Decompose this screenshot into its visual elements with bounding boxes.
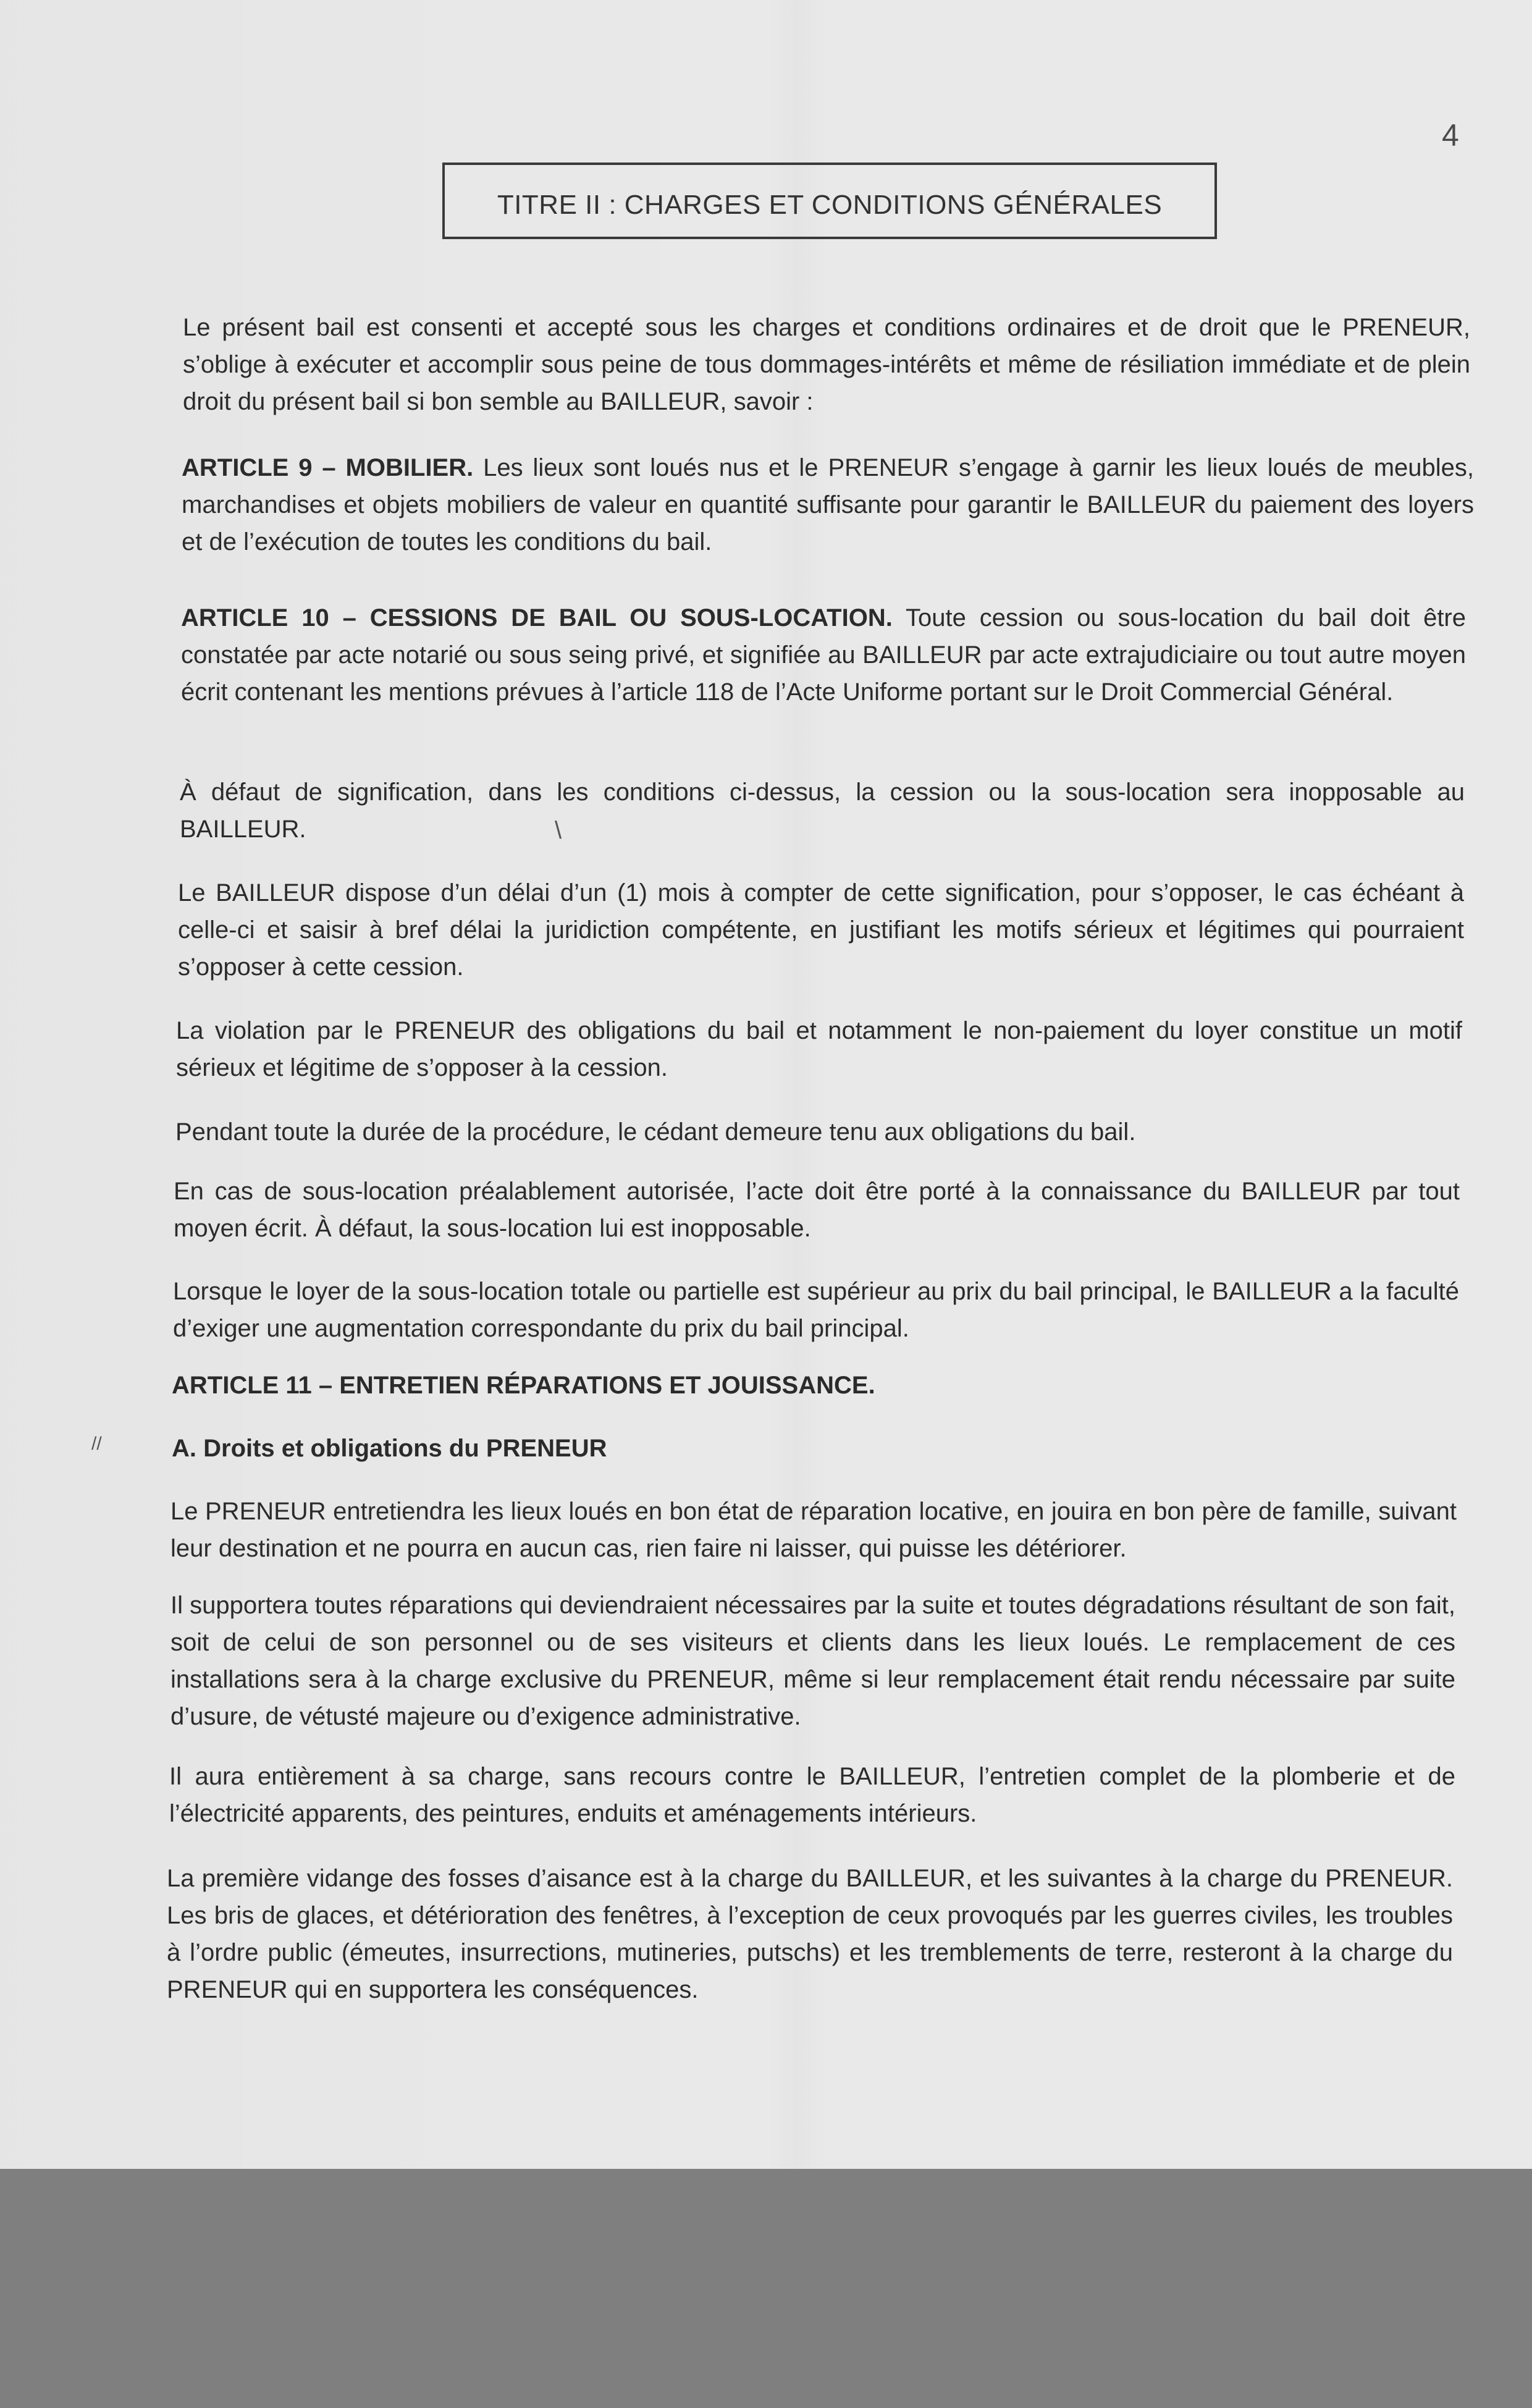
- margin-mark: //: [91, 1434, 102, 1454]
- article-10-paragraph: [181, 599, 1466, 711]
- article-10-paragraph-1: À défaut de signification, dans les conditions ci-dessus, la cession ou la sous-location sera inopposable au BAILLEUR.: [180, 779, 1465, 843]
- article-11-heading: ARTICLE 11 – ENTRETIEN RÉPARATIONS ET JOUISSANCE.: [172, 1372, 875, 1399]
- page-number: 4: [1442, 118, 1459, 153]
- page-title: TITRE II : CHARGES ET CONDITIONS GÉNÉRALES: [497, 190, 1163, 220]
- article-9-text: Les lieux sont loués nus et le PRENEUR s’engage à garnir les lieux loués de meubles, marchandises et objets mobiliers de valeur en quantité suffisante pour garantir le BAILLEUR du paiement des loyers et de l’exécution de toutes les conditions du bail.: [182, 454, 1474, 556]
- article-9-paragraph: [182, 449, 1474, 560]
- intro-paragraph: Le présent bail est consenti et accepté sous les charges et conditions ordinaires et de droit que le PRENEUR, s’oblige à exécuter et accomplir sous peine de tous dommages-intérêts et même de résiliation immédiate et de plein droit du présent bail si bon semble au BAILLEUR, savoir :: [183, 314, 1470, 415]
- margin-mark: \: [555, 817, 562, 844]
- article-11-paragraph-3: Il aura entièrement à sa charge, sans recours contre le BAILLEUR, l’entretien complet de la plomberie et de l’électricité apparents, des peintures, enduits et aménagements intérieurs.: [169, 1763, 1455, 1827]
- article-10-text: Toute cession ou sous-location du bail doit être constatée par acte notarié ou sous seing privé, et signifiée au BAILLEUR par acte extrajudiciaire ou tout autre moyen écrit contenant les mentions prévues à l’article 118 de l’Acte Uniforme portant sur le Droit Commercial Général.: [181, 604, 1466, 706]
- article-11-paragraph-4: La première vidange des fosses d’aisance est à la charge du BAILLEUR, et les suivantes à la charge du PRENEUR. Les bris de glaces, et détérioration des fenêtres, à l’exception de ceux provoqués par les guerres civiles, les troubles à l’ordre public (émeutes, insurrections, mutineries, putschs) et les tremblements de terre, resteront à la charge du PRENEUR qui en supportera les conséquences.: [167, 1865, 1453, 2003]
- article-10-heading: ARTICLE 10 – CESSIONS DE BAIL OU SOUS-LOCATION.: [181, 604, 893, 632]
- article-11-subheading: A. Droits et obligations du PRENEUR: [172, 1435, 607, 1462]
- article-11-paragraph-2: Il supportera toutes réparations qui deviendraient nécessaires par la suite et toutes dégradations résultant de son fait, soit de celui de son personnel ou de ses visiteurs et clients dans les lieux loués. Le remplacement de ces installations sera à la charge exclusive du PRENEUR, même si leur remplacement était rendu nécessaire par suite d’usure, de vétusté majeure ou d’exigence administrative.: [170, 1592, 1455, 1730]
- article-10-paragraph-5: En cas de sous-location préalablement autorisée, l’acte doit être porté à la connaissance du BAILLEUR par tout moyen écrit. À défaut, la sous-location lui est inopposable.: [174, 1178, 1460, 1242]
- article-10-paragraph-2: Le BAILLEUR dispose d’un délai d’un (1) mois à compter de cette signification, pour s’opposer, le cas échéant à celle-ci et saisir à bref délai la juridiction compétente, en justifiant les motifs sérieux et légitimes qui pourraient s’opposer à cette cession.: [178, 879, 1464, 981]
- article-10-paragraph-6: Lorsque le loyer de la sous-location totale ou partielle est supérieur au prix du bail principal, le BAILLEUR a la faculté d’exiger une augmentation correspondante du prix du bail principal.: [173, 1278, 1459, 1342]
- article-9-heading: ARTICLE 9 – MOBILIER.: [182, 454, 474, 481]
- article-10-paragraph-3: La violation par le PRENEUR des obligations du bail et notamment le non-paiement du loyer constitue un motif sérieux et légitime de s’opposer à la cession.: [176, 1017, 1462, 1081]
- article-11-paragraph-1: Le PRENEUR entretiendra les lieux loués en bon état de réparation locative, en jouira en bon père de famille, suivant leur destination et ne pourra en aucun cas, rien faire ni laisser, qui puisse les détériorer.: [170, 1498, 1457, 1562]
- article-10-paragraph-4: Pendant toute la durée de la procédure, le cédant demeure tenu aux obligations du bail.: [175, 1118, 1136, 1146]
- title-box: [442, 163, 1217, 239]
- scanner-background: [0, 2169, 1532, 2408]
